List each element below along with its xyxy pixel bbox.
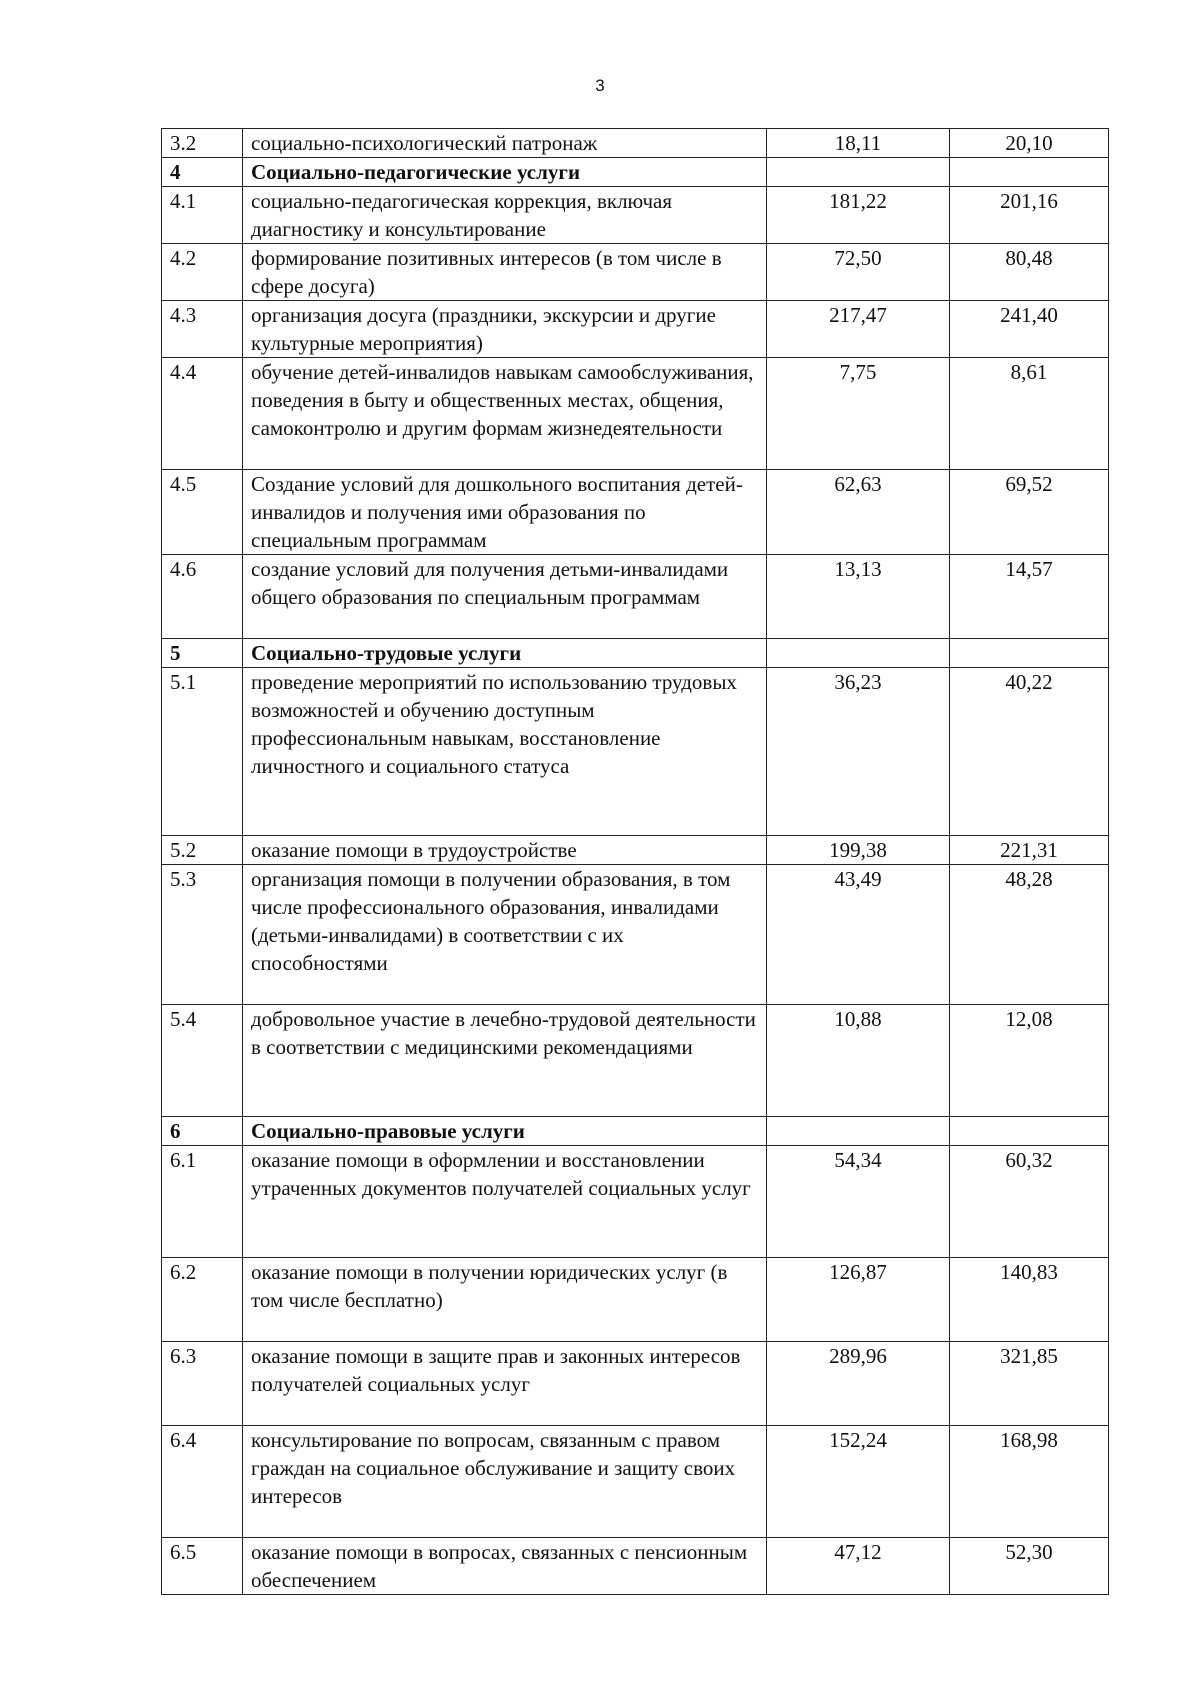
row-number: 4.4: [162, 358, 243, 470]
table-row: [162, 244, 1109, 301]
price-value-2: 14,57: [950, 555, 1109, 639]
price-value-1: 43,49: [767, 865, 950, 1005]
price-value-2: [950, 1117, 1109, 1146]
section-row: [162, 1117, 1109, 1146]
price-value-2: [950, 639, 1109, 668]
table-row: [162, 865, 1109, 1005]
price-value-2: 168,98: [950, 1426, 1109, 1538]
row-number: 4.2: [162, 244, 243, 301]
price-value-1: 289,96: [767, 1342, 950, 1426]
price-value-2: 12,08: [950, 1005, 1109, 1117]
price-value-1: 47,12: [767, 1538, 950, 1595]
price-value-1: 181,22: [767, 187, 950, 244]
table-row: [162, 1426, 1109, 1538]
row-number: 6.4: [162, 1426, 243, 1538]
services-tariff-table: [161, 128, 1109, 1595]
price-value-1: 126,87: [767, 1258, 950, 1342]
price-value-2: 221,31: [950, 836, 1109, 865]
service-name: организация помощи в получении образования, в том числе профессионального образования, инвалидами (детьми-инвалидами) в соответствии с их способностями: [243, 865, 767, 1005]
table-row: [162, 836, 1109, 865]
service-name: добровольное участие в лечебно-трудовой деятельности в соответствии с медицинскими рекомендациями: [243, 1005, 767, 1117]
table-row: [162, 1538, 1109, 1595]
price-value-2: [950, 158, 1109, 187]
row-number: 5.3: [162, 865, 243, 1005]
price-value-1: 72,50: [767, 244, 950, 301]
price-value-2: 140,83: [950, 1258, 1109, 1342]
service-name: проведение мероприятий по использованию трудовых возможностей и обучению доступным профессиональным навыкам, восстановление личностного и социального статуса: [243, 668, 767, 836]
table-row: [162, 1258, 1109, 1342]
price-value-2: 241,40: [950, 301, 1109, 358]
service-name: оказание помощи в трудоустройстве: [243, 836, 767, 865]
service-name: формирование позитивных интересов (в том числе в сфере досуга): [243, 244, 767, 301]
table-row: [162, 129, 1109, 158]
price-value-1: 54,34: [767, 1146, 950, 1258]
price-value-1: 62,63: [767, 470, 950, 555]
price-value-1: 152,24: [767, 1426, 950, 1538]
service-name: консультирование по вопросам, связанным с правом граждан на социальное обслуживание и защиту своих интересов: [243, 1426, 767, 1538]
price-value-2: 8,61: [950, 358, 1109, 470]
service-name: обучение детей-инвалидов навыкам самообслуживания, поведения в быту и общественных местах, общения, самоконтролю и другим формам жизнедеятельности: [243, 358, 767, 470]
price-value-1: 13,13: [767, 555, 950, 639]
price-value-2: 69,52: [950, 470, 1109, 555]
row-number: 6.3: [162, 1342, 243, 1426]
section-number: 4: [162, 158, 243, 187]
row-number: 6.5: [162, 1538, 243, 1595]
table-row: [162, 1342, 1109, 1426]
row-number: 6.1: [162, 1146, 243, 1258]
price-value-2: 80,48: [950, 244, 1109, 301]
price-value-2: 20,10: [950, 129, 1109, 158]
price-value-2: 40,22: [950, 668, 1109, 836]
table-row: [162, 668, 1109, 836]
service-name: оказание помощи в защите прав и законных интересов получателей социальных услуг: [243, 1342, 767, 1426]
section-row: [162, 158, 1109, 187]
section-title: Социально-трудовые услуги: [243, 639, 767, 668]
row-number: 5.4: [162, 1005, 243, 1117]
table-row: [162, 470, 1109, 555]
section-title: Социально-педагогические услуги: [243, 158, 767, 187]
price-value-1: 10,88: [767, 1005, 950, 1117]
price-value-1: 199,38: [767, 836, 950, 865]
price-value-1: 18,11: [767, 129, 950, 158]
service-name: оказание помощи в вопросах, связанных с пенсионным обеспечением: [243, 1538, 767, 1595]
row-number: 5.1: [162, 668, 243, 836]
section-number: 6: [162, 1117, 243, 1146]
row-number: 3.2: [162, 129, 243, 158]
price-value-1: [767, 158, 950, 187]
section-row: [162, 639, 1109, 668]
service-name: организация досуга (праздники, экскурсии и другие культурные мероприятия): [243, 301, 767, 358]
price-value-1: 7,75: [767, 358, 950, 470]
table-row: [162, 187, 1109, 244]
price-value-1: [767, 639, 950, 668]
table-row: [162, 301, 1109, 358]
price-value-1: 217,47: [767, 301, 950, 358]
section-title: Социально-правовые услуги: [243, 1117, 767, 1146]
service-name: социально-психологический патронаж: [243, 129, 767, 158]
page-number: 3: [595, 76, 605, 95]
row-number: 4.3: [162, 301, 243, 358]
price-value-1: 36,23: [767, 668, 950, 836]
table-row: [162, 1005, 1109, 1117]
price-value-2: 60,32: [950, 1146, 1109, 1258]
row-number: 5.2: [162, 836, 243, 865]
row-number: 6.2: [162, 1258, 243, 1342]
row-number: 4.6: [162, 555, 243, 639]
price-value-2: 52,30: [950, 1538, 1109, 1595]
service-name: социально-педагогическая коррекция, включая диагностику и консультирование: [243, 187, 767, 244]
service-name: оказание помощи в оформлении и восстановлении утраченных документов получателей социальных услуг: [243, 1146, 767, 1258]
section-number: 5: [162, 639, 243, 668]
price-value-2: 201,16: [950, 187, 1109, 244]
table-row: [162, 555, 1109, 639]
service-name: создание условий для получения детьми-инвалидами общего образования по специальным программам: [243, 555, 767, 639]
table-row: [162, 358, 1109, 470]
price-value-2: 48,28: [950, 865, 1109, 1005]
table-row: [162, 1146, 1109, 1258]
price-value-1: [767, 1117, 950, 1146]
service-name: оказание помощи в получении юридических услуг (в том числе бесплатно): [243, 1258, 767, 1342]
row-number: 4.5: [162, 470, 243, 555]
service-name: Создание условий для дошкольного воспитания детей-инвалидов и получения ими образования по специальным программам: [243, 470, 767, 555]
row-number: 4.1: [162, 187, 243, 244]
price-value-2: 321,85: [950, 1342, 1109, 1426]
